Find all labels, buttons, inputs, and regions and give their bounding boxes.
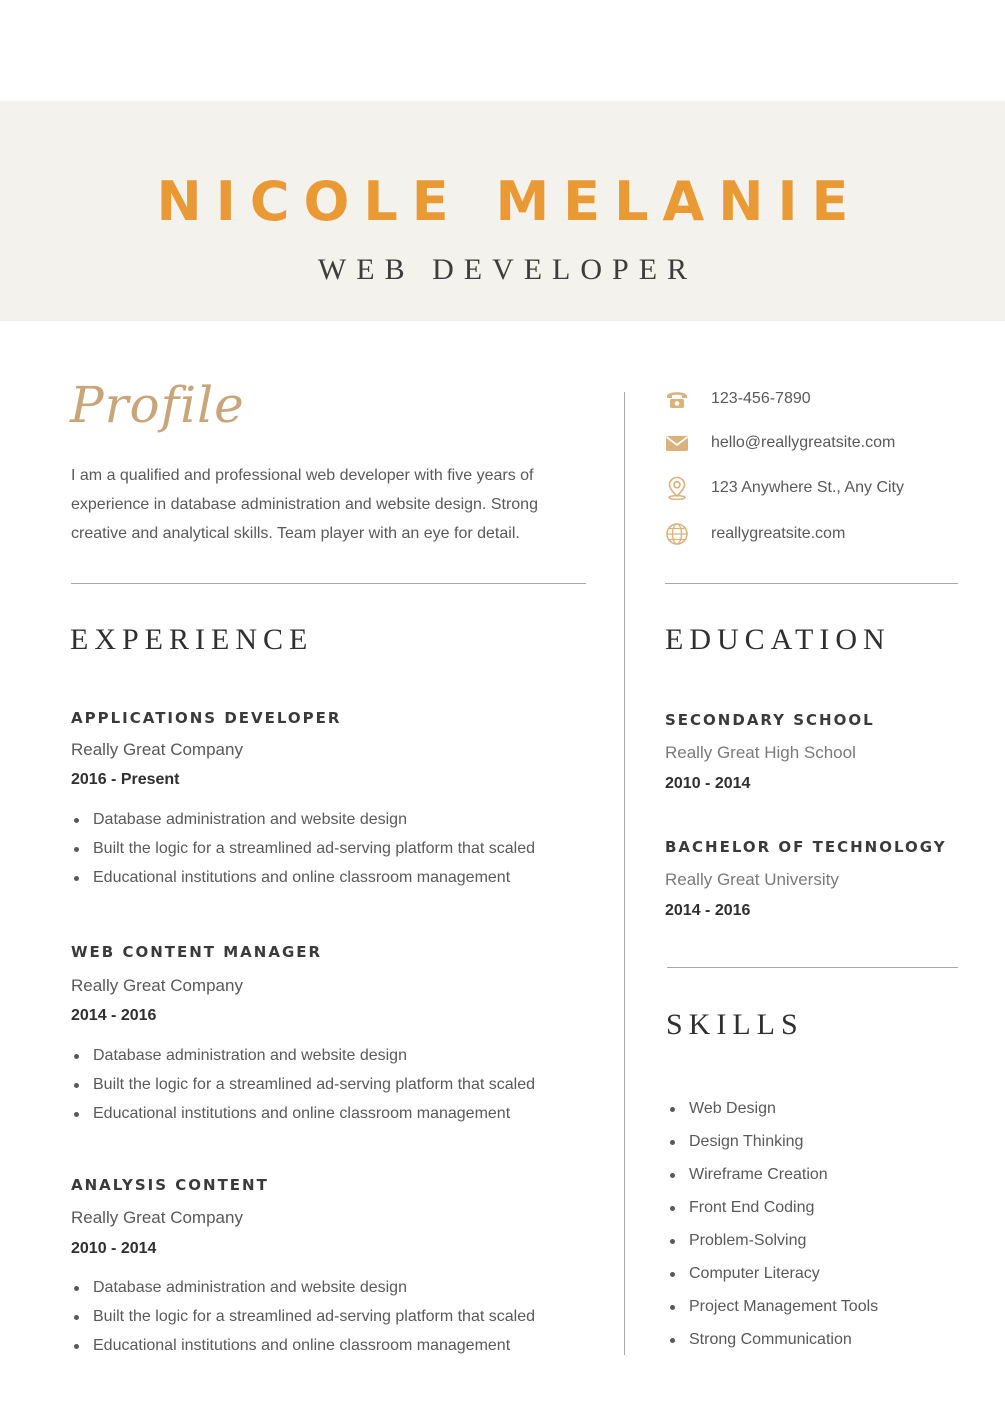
- list-item: Project Management Tools: [667, 1290, 987, 1323]
- contact-text: 123 Anywhere St., Any City: [711, 479, 904, 496]
- list-item: Web Design: [667, 1092, 987, 1125]
- list-item: Strong Communication: [667, 1323, 987, 1356]
- job-company: Really Great Company: [71, 740, 243, 759]
- list-item: Database administration and website design: [71, 1041, 611, 1070]
- job-years: 2014 - 2016: [71, 1007, 157, 1024]
- job-company: Really Great Company: [71, 1208, 243, 1227]
- list-item: Built the logic for a streamlined ad-serving platform that scaled: [71, 834, 611, 863]
- education-school: Really Great University: [665, 870, 839, 889]
- profile-summary: I am a qualified and professional web developer with five years of experience in database administration and website design. Strong creative and analytical skills. Team player with an eye for detail.: [71, 467, 538, 542]
- job-years: 2016 - Present: [71, 771, 180, 788]
- list-item: Database administration and website design: [71, 805, 611, 834]
- divider: [71, 583, 586, 584]
- contact-website: [664, 520, 984, 548]
- globe-icon: [664, 522, 690, 546]
- job-duties: [71, 1273, 611, 1360]
- contact-text: hello@reallygreatsite.com: [711, 434, 896, 451]
- job-years: 2010 - 2014: [71, 1240, 157, 1257]
- experience-heading: EXPERIENCE: [70, 623, 314, 656]
- education-degree: BACHELOR OF TECHNOLOGY: [665, 838, 947, 856]
- contact-text: reallygreatsite.com: [711, 525, 846, 542]
- email-icon: [664, 431, 690, 455]
- list-item: Computer Literacy: [667, 1257, 987, 1290]
- location-icon: [664, 476, 690, 500]
- list-item: Built the logic for a streamlined ad-serving platform that scaled: [71, 1302, 611, 1331]
- list-item: Educational institutions and online classroom management: [71, 863, 611, 892]
- skills-list: [667, 1092, 987, 1356]
- job-duties: [71, 1041, 611, 1128]
- list-item: Built the logic for a streamlined ad-serving platform that scaled: [71, 1070, 611, 1099]
- education-degree: SECONDARY SCHOOL: [665, 711, 875, 729]
- profile-heading: Profile: [70, 376, 245, 434]
- education-years: 2014 - 2016: [665, 902, 751, 919]
- contact-phone: [664, 385, 984, 413]
- divider: [667, 967, 958, 968]
- contact-address: [664, 474, 984, 502]
- education-heading: EDUCATION: [665, 623, 891, 656]
- skills-heading: SKILLS: [666, 1008, 804, 1041]
- job-duties: [71, 805, 611, 892]
- person-name: NICOLE MELANIE: [156, 170, 863, 233]
- job-role: WEB DEVELOPER: [317, 253, 698, 286]
- phone-icon: [664, 387, 690, 411]
- list-item: Problem-Solving: [667, 1224, 987, 1257]
- job-title: APPLICATIONS DEVELOPER: [71, 709, 342, 727]
- list-item: Educational institutions and online classroom management: [71, 1331, 611, 1360]
- contact-text: 123-456-7890: [711, 390, 811, 407]
- job-title: ANALYSIS CONTENT: [71, 1176, 269, 1194]
- list-item: Educational institutions and online classroom management: [71, 1099, 611, 1128]
- column-divider: [624, 392, 625, 1355]
- list-item: Wireframe Creation: [667, 1158, 987, 1191]
- divider: [665, 583, 958, 584]
- education-school: Really Great High School: [665, 743, 856, 762]
- job-title: WEB CONTENT MANAGER: [71, 943, 323, 961]
- education-years: 2010 - 2014: [665, 775, 751, 792]
- list-item: Design Thinking: [667, 1125, 987, 1158]
- list-item: Database administration and website design: [71, 1273, 611, 1302]
- list-item: Front End Coding: [667, 1191, 987, 1224]
- job-company: Really Great Company: [71, 976, 243, 995]
- contact-email: [664, 429, 984, 457]
